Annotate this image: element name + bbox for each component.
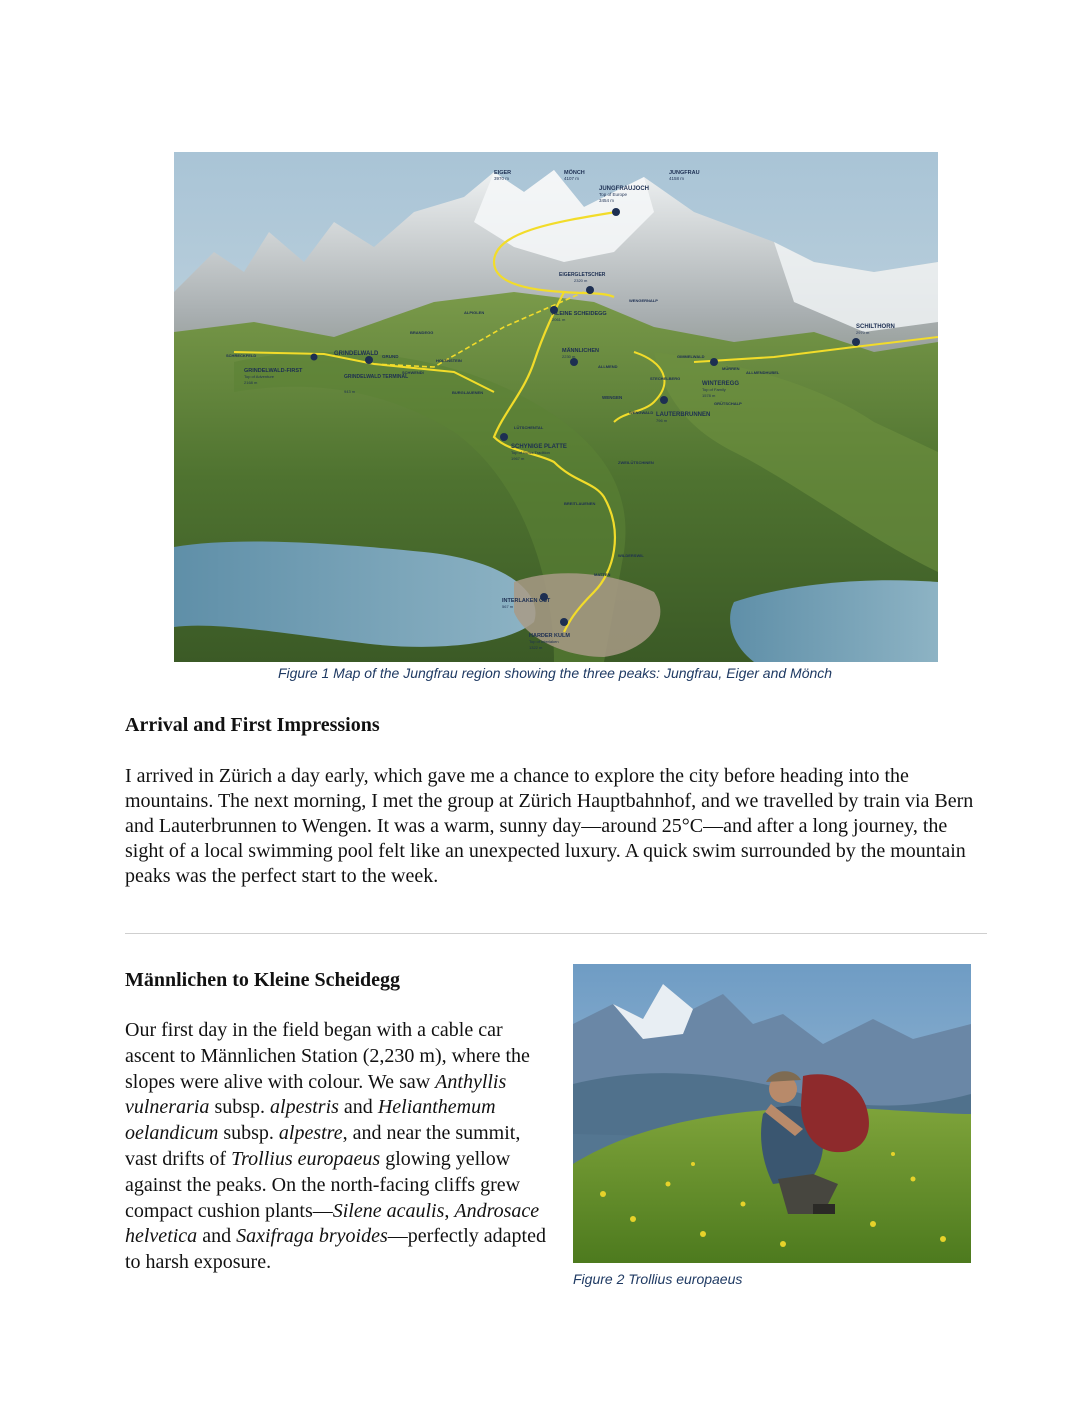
label-grindelwald-first: GRINDELWALD-FIRST [244,368,303,374]
label-holenstein: HOLENSTEIN [436,358,462,363]
figure2-caption: Figure 2 Trollius europaeus [573,1271,743,1287]
label-jungfraujoch: JUNGFRAUJOCH [599,186,650,192]
jungfrau-region-map [174,152,938,662]
label-lauterbrunnen: LAUTERBRUNNEN [656,412,711,418]
label-matten: MATTEN [594,572,611,577]
figure1-caption: Figure 1 Map of the Jungfrau region showing the three peaks: Jungfrau, Eiger and Mönch [277,665,833,681]
label-schwendi: SCHWENDI [402,370,424,375]
species-name: Helianthemum oelandicum [125,1096,496,1145]
label-kleine-scheidegg-alt: 2061 m [552,317,566,322]
label-grindelwald-first-sub: Top of Adventure [244,374,275,379]
text-run: and [338,1096,378,1119]
label-stechelberg: STECHELBERG [650,376,681,381]
label-burglauenen: BURGLAUENEN [452,390,484,395]
label-grindelwald-first-alt: 2168 m [244,380,258,385]
label-schilthorn-alt: 2970 m [856,330,870,335]
section-body-arrival: I arrived in Zürich a day early, which gave me a chance to explore the city before heading into the mountains. The next morning, I met the group at Zürich Hauptbahnhof, and we travelled by train via Bern and Lauterbrunnen to Wengen. It was a warm, sunny day—around 25°C—and after a long journey, the sight of a local swimming pool felt like an unexpected luxury. A quick swim surrounded by the mountain peaks was the perfect start to the week. [125,765,974,887]
label-breitlauenen: BREITLAUENEN [564,501,596,506]
label-grindelwald-terminal: GRINDELWALD TERMINAL [344,374,409,380]
label-harder-kulm-sub: Top of Interlaken [529,639,559,644]
label-eiger-alt: 3970 m [494,176,510,181]
label-grindelwald: GRINDELWALD [334,351,379,357]
species-name: alpestris [270,1096,339,1119]
label-lutschental: LÜTSCHENTAL [514,425,544,430]
label-jungfraujoch-alt: 3454 m [599,198,615,203]
section-body-mannlichen [125,1018,555,1276]
label-wengwald: WENGWALD [629,410,654,415]
label-jungfraujoch-sub: Top of Europe [599,192,628,197]
label-winteregg-alt: 1578 m [702,393,716,398]
label-monch: MÖNCH [564,170,585,176]
label-winteregg-sub: Top of Family [702,387,726,392]
label-allmendhubel: ALLMENDHUBEL [746,370,780,375]
text-run: glowing yellow against the peaks. On the north-facing cliffs grew compact cushion plants— [125,1147,521,1222]
species-name: Saxifraga bryoides [236,1225,388,1248]
text-run: , [444,1199,455,1222]
label-interlaken-ost: INTERLAKEN OST [502,598,551,604]
section-heading-arrival: Arrival and First Impressions [125,714,380,736]
species-name: Trollius europaeus [231,1147,381,1170]
text-run: , and near the summit, vast drifts of [125,1122,521,1170]
label-wengernalp: WENGERNALP [629,298,658,303]
label-schreckfeld: SCHRECKFELD [226,353,257,358]
map-illustration [174,152,938,662]
text-run: subsp. [218,1122,279,1145]
text-run: —perfectly adapted to harsh exposure. [125,1225,546,1274]
label-harder-kulm: HARDER KULM [529,633,570,639]
text-run: Our first day in the field began with a cable car ascent to Männlichen Station (2,230 m), where the slopes were alive with colour. We saw [125,1019,530,1093]
species-name: Androsace helvetica [125,1199,540,1248]
label-zweilutschinen: ZWEILÜTSCHINEN [618,460,654,465]
text-run: subsp. [209,1096,271,1119]
species-name: Anthyllis vulneraria [125,1070,507,1119]
label-harder-kulm-alt: 1322 m [529,645,543,650]
species-name: alpestre [278,1122,343,1145]
label-wengen: WENGEN [602,395,623,400]
label-eigergletscher-alt: 2320 m [574,278,588,283]
label-mannlichen-alt: 2230 m [562,354,576,359]
label-schilthorn: SCHILTHORN [856,324,895,330]
label-gimmelwald: GIMMELWALD [677,354,705,359]
section-heading-mannlichen: Männlichen to Kleine Scheidegg [125,969,400,991]
photo-illustration [573,964,971,1263]
label-mannlichen: MÄNNLICHEN [562,348,599,354]
label-monch-alt: 4107 m [564,176,580,181]
label-schynige-platte-alt: 1967 m [511,456,525,461]
label-jungfrau-alt: 4158 m [669,176,685,181]
text-run: and [197,1225,237,1248]
label-allmend: ALLMEND [598,364,618,369]
label-eiger: EIGER [494,170,512,176]
label-interlaken-ost-alt: 567 m [502,604,514,609]
label-winteregg: WINTEREGG [702,381,739,387]
label-eigergletscher: EIGERGLETSCHER [559,272,606,278]
trollius-photo [573,964,971,1263]
species-name: Silene acaulis [332,1199,445,1222]
label-grund: GRUND [382,354,399,359]
label-schynige-platte-sub: Top of Swiss Tradition [511,450,550,455]
label-grutschalp: GRÜTSCHALP [714,401,742,406]
label-grindelwald-terminal-alt: 943 m [344,389,356,394]
horizontal-divider [125,933,987,934]
label-kleine-scheidegg: KLEINE SCHEIDEGG [552,311,607,317]
label-schynige-platte: SCHYNIGE PLATTE [511,444,567,450]
label-murren: MÜRREN [722,366,740,371]
label-wilderswil: WILDERSWIL [618,553,644,558]
label-brandegg: BRANDEGG [410,330,434,335]
label-lauterbrunnen-alt: 796 m [656,418,668,423]
label-jungfrau: JUNGFRAU [669,170,700,176]
label-alpiglen: ALPIGLEN [464,310,485,315]
